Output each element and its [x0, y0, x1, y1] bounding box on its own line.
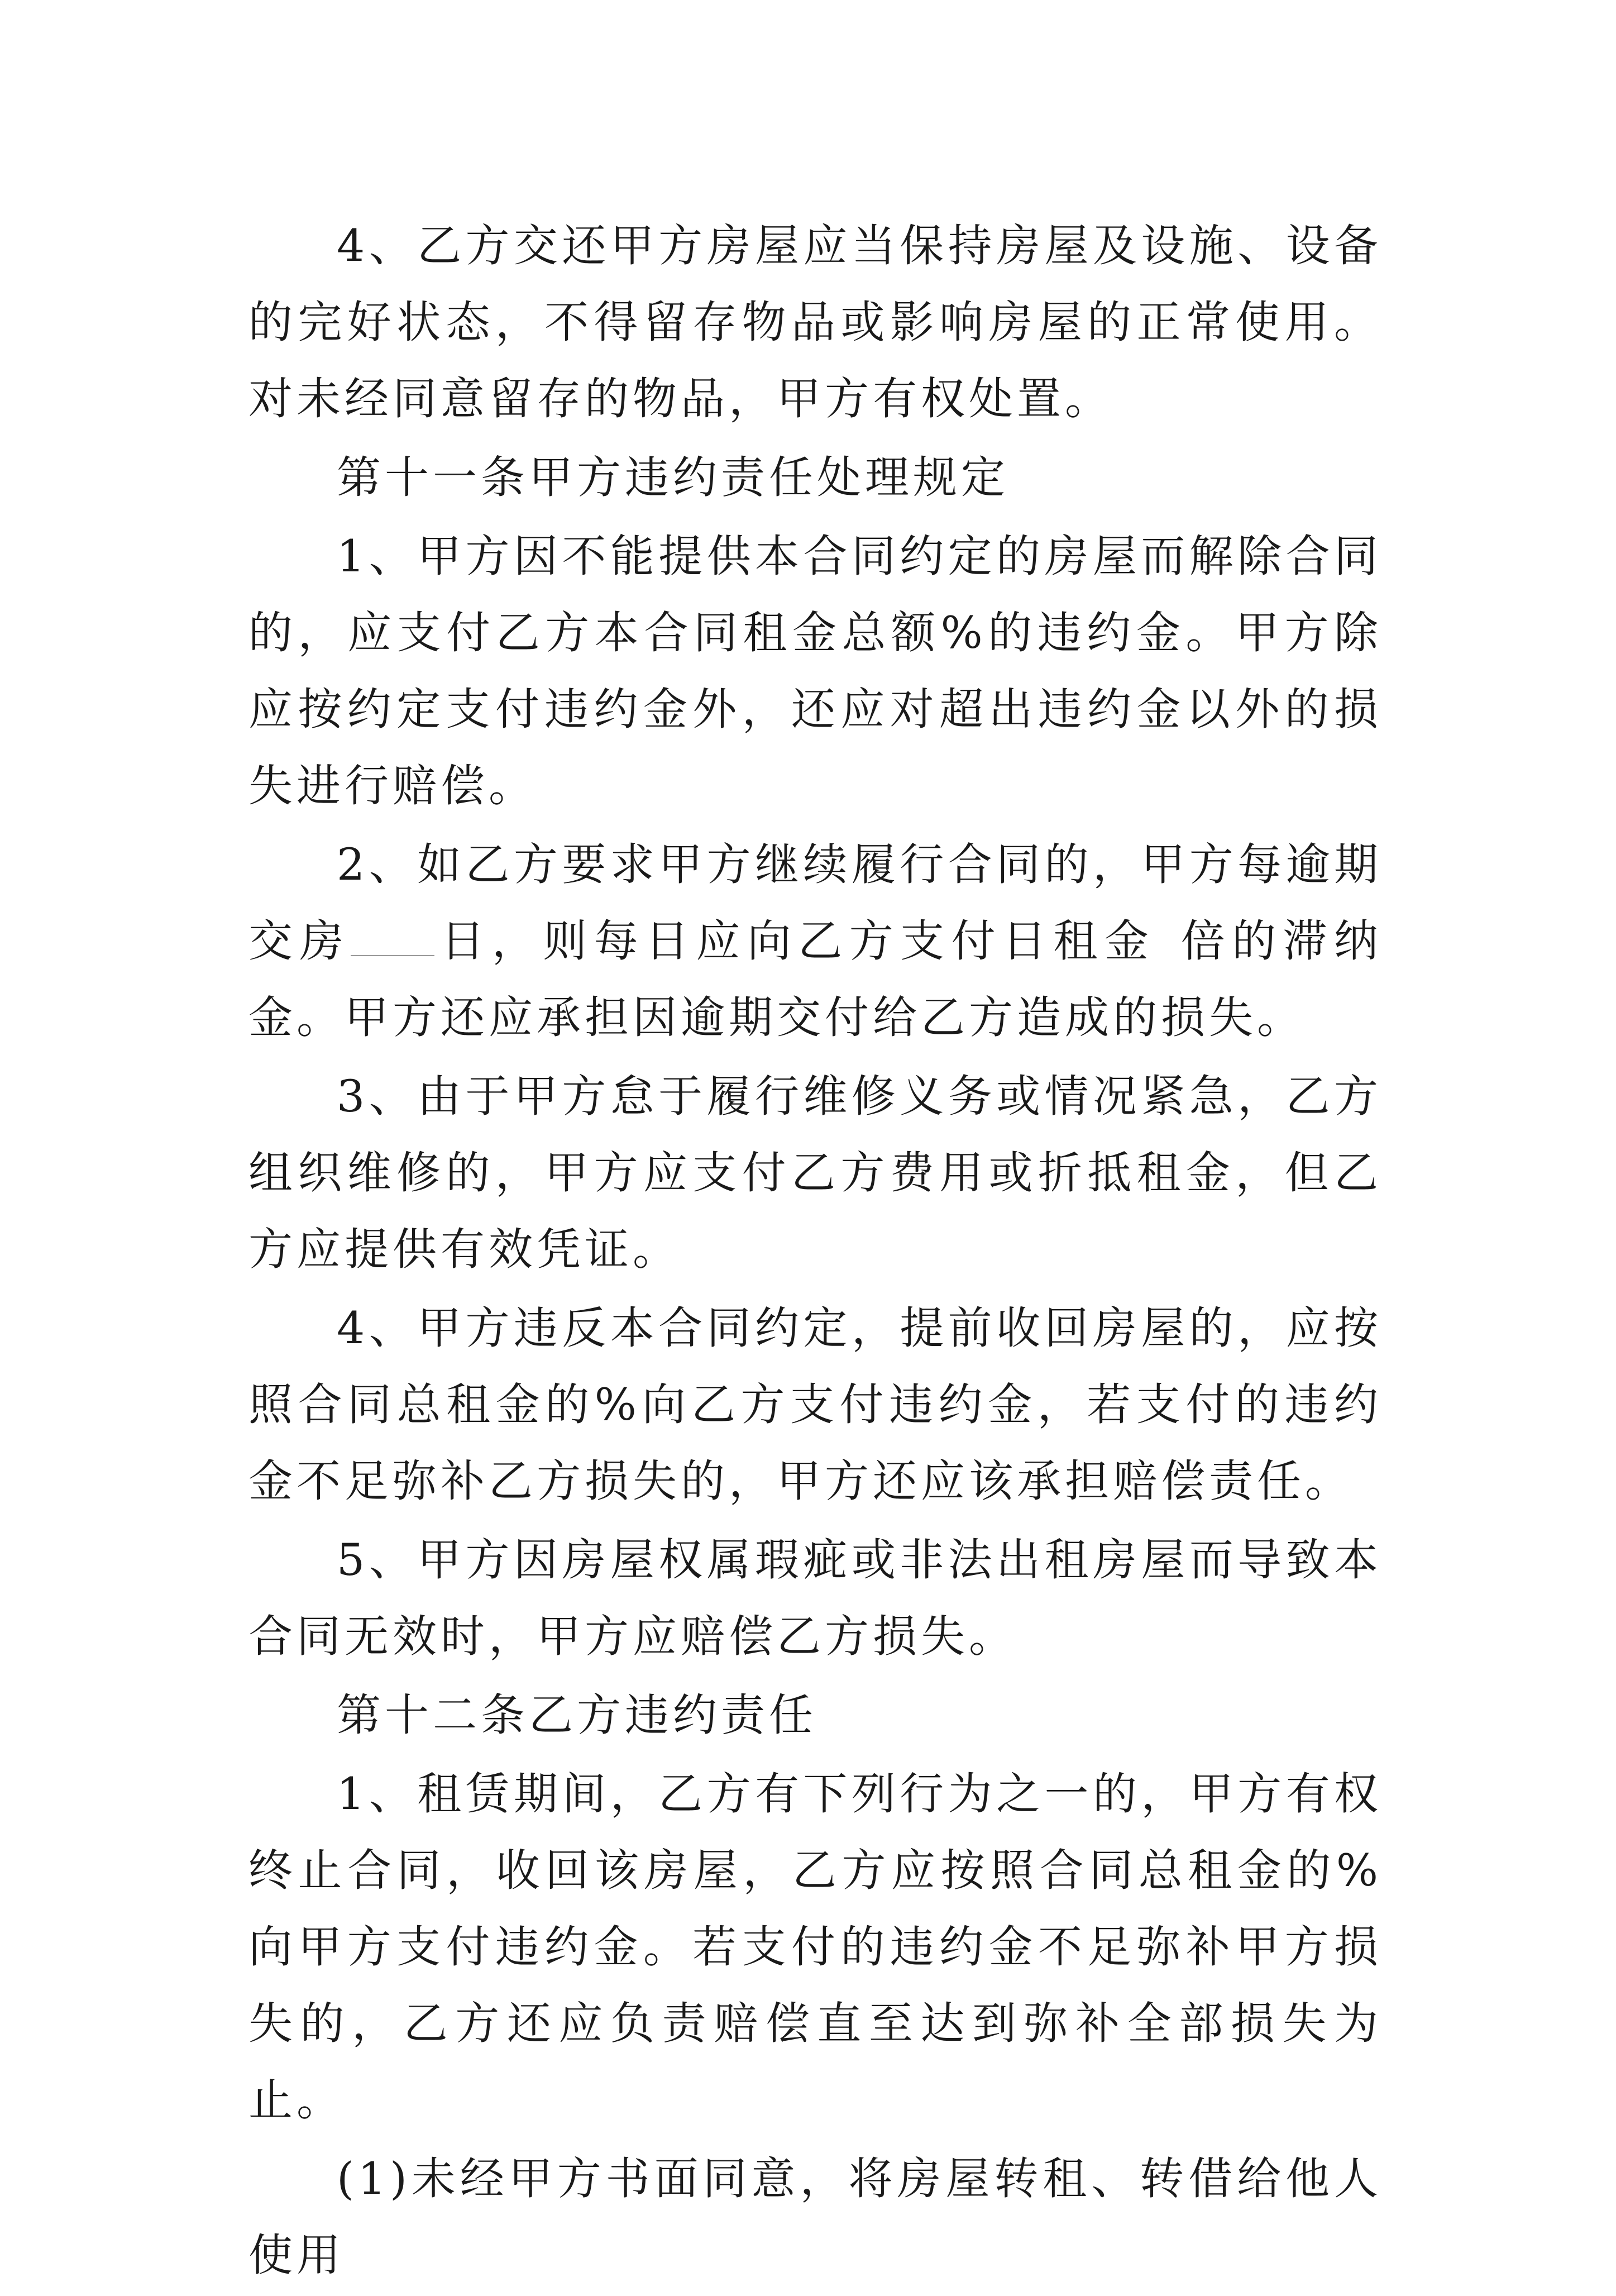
- paragraph-article-12-sub-1: (1)未经甲方书面同意，将房屋转租、转借给他人使用: [248, 2153, 1382, 2281]
- heading-article-11: 第十一条甲方违约责任处理规定: [337, 452, 1009, 503]
- item-2-part-c: 倍的滞纳金。甲方还应承担因逾期交付给乙方造成的损失。: [248, 915, 1383, 1043]
- heading-article-12: 第十二条乙方违约责任: [337, 1689, 817, 1741]
- paragraph-return-condition: 4、乙方交还甲方房屋应当保持房屋及设施、设备的完好状态，不得留存物品或影响房屋的正常使用。对未经同意留存的物品，甲方有权处置。: [248, 220, 1382, 424]
- blank-days-line: [351, 954, 434, 956]
- document-body: [248, 208, 1382, 2296]
- paragraph-article-12-item-1: 1、租赁期间，乙方有下列行为之一的，甲方有权终止合同，收回该房屋，乙方应按照合同总租金的%向甲方支付违约金。若支付的违约金不足弥补甲方损失的，乙方还应负责赔偿直至达到弥补全部损失为止。: [248, 1768, 1382, 2126]
- item-2-part-a: 2、如乙方要求甲方继续履行合同的，甲方每逾期交房: [248, 839, 1382, 967]
- paragraph-article-11-item-3: 3、由于甲方怠于履行维修义务或情况紧急，乙方组织维修的，甲方应支付乙方费用或折抵租金，但乙方应提供有效凭证。: [248, 1071, 1382, 1275]
- paragraph-article-11-item-1: 1、甲方因不能提供本合同约定的房屋而解除合同的，应支付乙方本合同租金总额%的违约金。甲方除应按约定支付违约金外，还应对超出违约金以外的损失进行赔偿。: [248, 531, 1382, 812]
- paragraph-article-11-item-2: [248, 827, 1382, 1056]
- paragraph-article-11-item-4: 4、甲方违反本合同约定，提前收回房屋的，应按照合同总租金的%向乙方支付违约金，若支付的违约金不足弥补乙方损失的，甲方还应该承担赔偿责任。: [248, 1302, 1382, 1507]
- paragraph-article-11-item-5: 5、甲方因房屋权属瑕疵或非法出租房屋而导致本合同无效时，甲方应赔偿乙方损失。: [248, 1534, 1382, 1662]
- item-2-part-b: 日，则每日应向乙方支付日租金: [437, 915, 1156, 967]
